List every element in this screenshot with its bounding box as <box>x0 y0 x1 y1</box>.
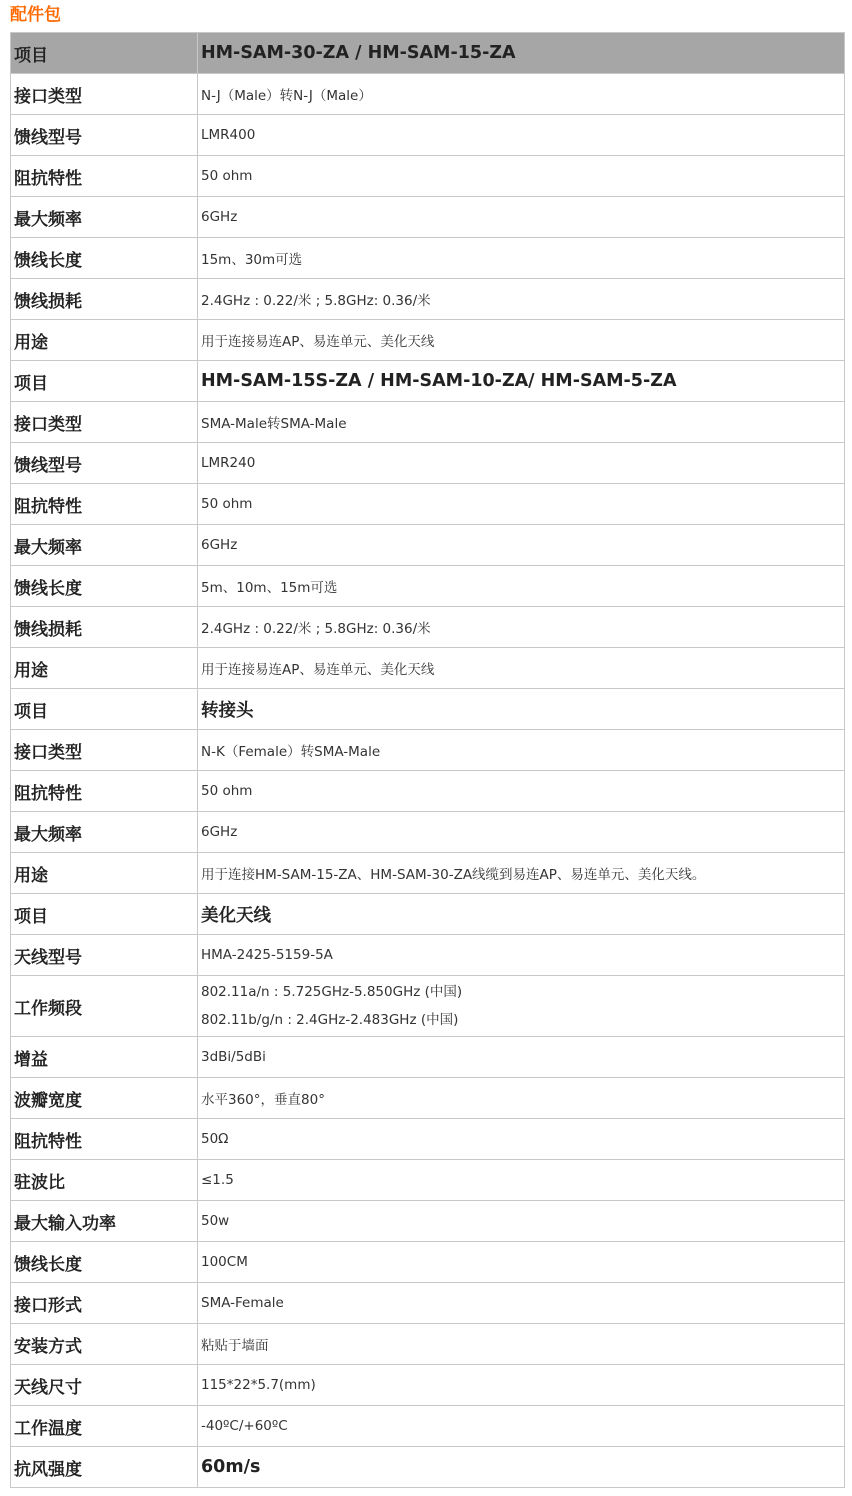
table-row <box>11 771 845 812</box>
table-section-header-row <box>11 894 845 935</box>
table-row <box>11 853 845 894</box>
row-value: LMR400 <box>198 115 845 156</box>
table-row <box>11 1365 845 1406</box>
row-value: -40ºC/+60ºC <box>198 1406 845 1447</box>
table-row <box>11 730 845 771</box>
row-label: 馈线长度 <box>11 1242 198 1283</box>
table-row <box>11 1447 845 1488</box>
table-row <box>11 812 845 853</box>
row-value: 美化天线 <box>198 894 845 935</box>
row-value: 5m、10m、15m可选 <box>198 566 845 607</box>
row-label: 接口类型 <box>11 402 198 443</box>
row-label: 最大输入功率 <box>11 1201 198 1242</box>
row-label: 天线型号 <box>11 935 198 976</box>
table-row <box>11 1037 845 1078</box>
row-value: 粘贴于墙面 <box>198 1324 845 1365</box>
row-value: 用于连接HM-SAM-15-ZA、HM-SAM-30-ZA线缆到易连AP、易连单元、美化天线。 <box>198 853 845 894</box>
spec-table-body <box>11 33 845 1488</box>
row-value: 50w <box>198 1201 845 1242</box>
row-value: 用于连接易连AP、易连单元、美化天线 <box>198 648 845 689</box>
row-value: 水平360°，垂直80° <box>198 1078 845 1119</box>
row-value-line: 802.11b/g/n : 2.4GHz-2.483GHz (中国) <box>201 1012 459 1028</box>
row-value: N-K（Female）转SMA-Male <box>198 730 845 771</box>
row-value: 6GHz <box>198 197 845 238</box>
table-row <box>11 976 845 1037</box>
row-label: 阻抗特性 <box>11 771 198 812</box>
row-label: 阻抗特性 <box>11 156 198 197</box>
table-row <box>11 1324 845 1365</box>
row-label: 用途 <box>11 320 198 361</box>
row-value: SMA-Male转SMA-Male <box>198 402 845 443</box>
row-label: 项目 <box>11 894 198 935</box>
row-label: 馈线长度 <box>11 238 198 279</box>
table-row <box>11 197 845 238</box>
row-label: 增益 <box>11 1037 198 1078</box>
row-value: ≤1.5 <box>198 1160 845 1201</box>
row-value: HM-SAM-30-ZA / HM-SAM-15-ZA <box>198 33 845 74</box>
row-value: 50 ohm <box>198 484 845 525</box>
row-value: 2.4GHz : 0.22/米 ; 5.8GHz: 0.36/米 <box>198 279 845 320</box>
row-label: 馈线型号 <box>11 115 198 156</box>
row-label: 馈线型号 <box>11 443 198 484</box>
table-row <box>11 443 845 484</box>
table-row <box>11 1406 845 1447</box>
row-label: 抗风强度 <box>11 1447 198 1488</box>
row-value: 2.4GHz : 0.22/米 ; 5.8GHz: 0.36/米 <box>198 607 845 648</box>
table-row <box>11 115 845 156</box>
table-row <box>11 1119 845 1160</box>
table-row <box>11 1078 845 1119</box>
row-value: 115*22*5.7(mm) <box>198 1365 845 1406</box>
row-label: 天线尺寸 <box>11 1365 198 1406</box>
table-row <box>11 1242 845 1283</box>
row-label: 用途 <box>11 853 198 894</box>
table-row <box>11 607 845 648</box>
row-value: 50 ohm <box>198 771 845 812</box>
row-value: 50Ω <box>198 1119 845 1160</box>
row-value <box>198 976 845 1037</box>
table-section-header-row <box>11 33 845 74</box>
row-label: 项目 <box>11 361 198 402</box>
row-label: 工作频段 <box>11 976 198 1037</box>
row-value: 100CM <box>198 1242 845 1283</box>
row-label: 馈线长度 <box>11 566 198 607</box>
table-section-header-row <box>11 689 845 730</box>
table-row <box>11 279 845 320</box>
row-value: 6GHz <box>198 812 845 853</box>
row-label: 馈线损耗 <box>11 607 198 648</box>
row-value: SMA-Female <box>198 1283 845 1324</box>
row-label: 波瓣宽度 <box>11 1078 198 1119</box>
spec-table <box>10 32 845 1488</box>
row-value: 3dBi/5dBi <box>198 1037 845 1078</box>
row-value: LMR240 <box>198 443 845 484</box>
table-row <box>11 1160 845 1201</box>
row-value: 50 ohm <box>198 156 845 197</box>
table-row <box>11 484 845 525</box>
row-label: 安装方式 <box>11 1324 198 1365</box>
table-row <box>11 566 845 607</box>
table-row <box>11 525 845 566</box>
table-row <box>11 935 845 976</box>
table-row <box>11 1283 845 1324</box>
row-value: 转接头 <box>198 689 845 730</box>
row-label: 馈线损耗 <box>11 279 198 320</box>
table-row <box>11 402 845 443</box>
table-row <box>11 1201 845 1242</box>
row-value: 用于连接易连AP、易连单元、美化天线 <box>198 320 845 361</box>
row-label: 最大频率 <box>11 197 198 238</box>
row-value: 6GHz <box>198 525 845 566</box>
row-label: 最大频率 <box>11 525 198 566</box>
table-row <box>11 156 845 197</box>
row-value: HM-SAM-15S-ZA / HM-SAM-10-ZA/ HM-SAM-5-ZA <box>198 361 845 402</box>
row-label: 驻波比 <box>11 1160 198 1201</box>
table-row <box>11 74 845 115</box>
row-value: 15m、30m可选 <box>198 238 845 279</box>
table-row <box>11 648 845 689</box>
table-section-header-row <box>11 361 845 402</box>
row-value-line: 802.11a/n : 5.725GHz-5.850GHz (中国) <box>201 984 463 1000</box>
page-title: 配件包 <box>10 5 61 25</box>
row-label: 工作温度 <box>11 1406 198 1447</box>
row-label: 接口类型 <box>11 730 198 771</box>
row-label: 项目 <box>11 689 198 730</box>
row-label: 接口形式 <box>11 1283 198 1324</box>
row-label: 接口类型 <box>11 74 198 115</box>
row-value: HMA-2425-5159-5A <box>198 935 845 976</box>
row-label: 用途 <box>11 648 198 689</box>
row-label: 阻抗特性 <box>11 1119 198 1160</box>
row-value: N-J（Male）转N-J（Male） <box>198 74 845 115</box>
row-label: 阻抗特性 <box>11 484 198 525</box>
table-row <box>11 238 845 279</box>
row-label: 项目 <box>11 33 198 74</box>
row-label: 最大频率 <box>11 812 198 853</box>
table-row <box>11 320 845 361</box>
row-value: 60m/s <box>198 1447 845 1488</box>
